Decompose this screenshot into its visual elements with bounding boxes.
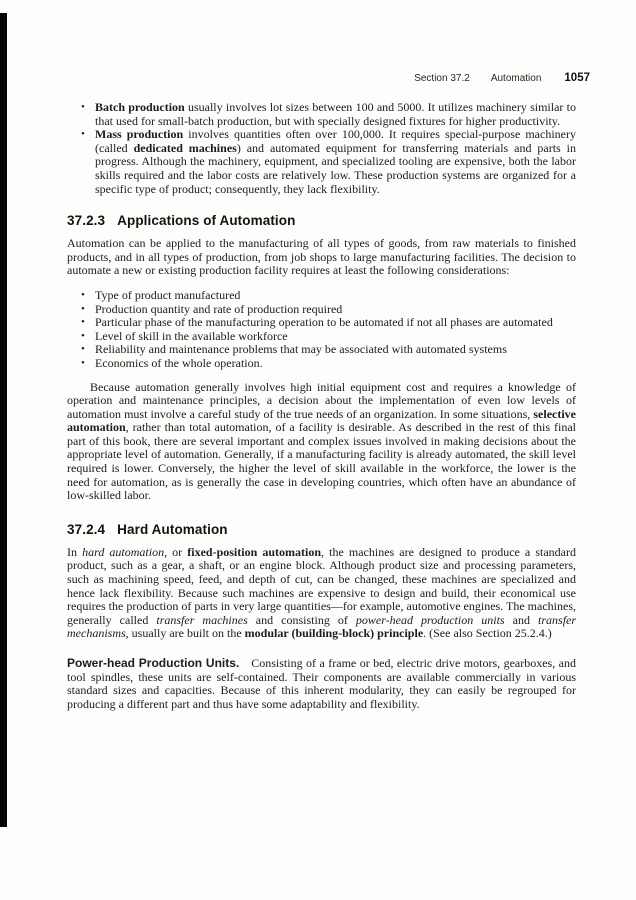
section-heading-37-2-3 (67, 213, 576, 228)
running-header (67, 72, 590, 84)
header-section-label: Section 37.2 (414, 73, 470, 84)
list-item-mass-production (67, 128, 576, 196)
bullet-icon: • (81, 356, 85, 369)
list-item-consideration (67, 330, 576, 344)
bullet-icon: • (81, 128, 85, 141)
paragraph-powerhead-units (67, 657, 576, 711)
header-page-number: 1057 (564, 72, 590, 84)
production-types-list (67, 101, 576, 196)
paragraph-hard-automation: In hard automation, or fixed-position automation, the machines are designed to produce a standard product, such as a gear, a shaft, or an engine block. Although product size and processing parameters, such as machining speed, feed, and depth of cut, can be changed, these machines are specialized and hence lack flexibility. Because such machines are expensive to design and build, their economical use requires the production of parts in very large quantities—for example, automotive engines. The machines, generally called transfer machines and consisting of power-head production units and transfer mechanisms, usually are built on the modular (building-block) principle. (See also Section 25.2.4.) (67, 544, 577, 641)
list-item-text: Level of skill in the available workforce (95, 328, 288, 343)
powerhead-body-text: Consisting of a frame or bed, electric drive motors, gearboxes, and tool spindles, these units are self-contained. Their components are available commercially in various standard sizes and capacities. Because of this inherent modularity, they can easily be regrouped for producing a different part and thus have some adaptability and flexibility. (67, 656, 576, 711)
list-item-text: Particular phase of the manufacturing operation to be automated if not all phases are automated (95, 315, 553, 330)
section-title: Hard Automation (117, 521, 228, 537)
paragraph-applications-intro: Automation can be applied to the manufacturing of all types of goods, from raw materials to finished products, and in all types of production, from job shops to large manufacturing facilities. The decision to automate a new or existing production facility requires at least the following considerations: (67, 236, 576, 278)
list-item-text: Mass production involves quantities often over 100,000. It requires special-purpose machinery (called dedicated machines) and automated equipment for transferring materials and parts in progress. Although the machinery, equipment, and specialized tooling are expensive, both the labor skills required and the labor costs are relatively low. These production systems are organized for a specific type of product; consequently, they lack flexibility. (95, 127, 576, 196)
page-edge-bar (0, 13, 7, 827)
bullet-icon: • (81, 316, 85, 329)
section-heading-37-2-4 (67, 522, 576, 537)
bullet-icon: • (81, 343, 85, 356)
bullet-icon: • (81, 288, 85, 301)
bullet-icon: • (81, 302, 85, 315)
powerhead-runin-heading: Power-head Production Units. (67, 656, 240, 670)
list-item-batch-production (67, 101, 576, 128)
considerations-list (67, 289, 576, 371)
list-item-text: Type of product manufactured (95, 287, 241, 302)
section-number: 37.2.3 (67, 213, 106, 229)
list-item-consideration (67, 303, 576, 317)
header-topic-label: Automation (490, 73, 542, 84)
paragraph-automation-discussion: Because automation generally involves high initial equipment cost and requires a knowledge of operation and maintenance principles, a decision about the implementation of even low levels of automation must involve a careful study of the true needs of an organization. In some situations, selective automation, rather than total automation, of a facility is desirable. As described in the rest of this final part of this book, there are several important and complex issues involved in making decisions about the appropriate level of automation. Generally, if a manufacturing facility is already automated, the skill level required is lower. Conversely, the higher the level of skill available in the workforce, the lower is the need for automation, as is generally the case in developing countries, which often have an abundance of low-skilled labor. (67, 379, 576, 503)
section-title: Applications of Automation (117, 213, 296, 229)
list-item-text: Production quantity and rate of production required (95, 301, 343, 316)
list-item-consideration (67, 316, 576, 330)
bullet-icon: • (81, 101, 85, 113)
list-item-consideration (67, 289, 576, 303)
page-content (67, 72, 590, 711)
list-item-consideration (67, 343, 576, 357)
list-item-text: Economics of the whole operation. (95, 355, 263, 370)
section-number: 37.2.4 (67, 521, 106, 537)
list-item-text: Batch production usually involves lot sizes between 100 and 5000. It utilizes machinery similar to that used for small-batch production, but with specially designed fixtures for higher productivity. (95, 100, 576, 128)
list-item-consideration (67, 357, 576, 371)
list-item-text: Reliability and maintenance problems that may be associated with automated systems (95, 342, 507, 357)
bullet-icon: • (81, 329, 85, 342)
